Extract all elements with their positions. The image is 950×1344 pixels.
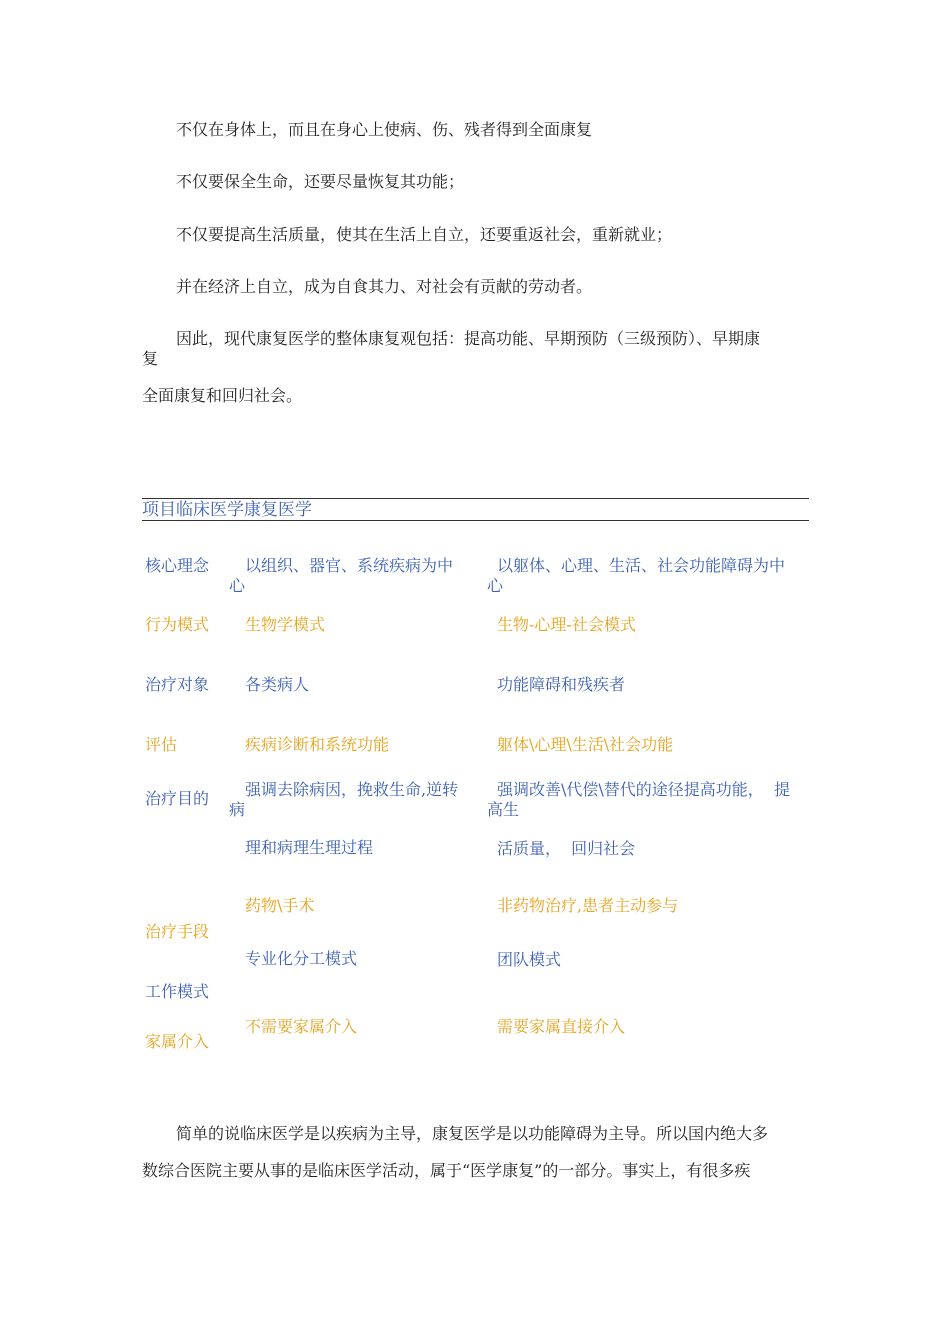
paragraph-4: 并在经济上自立，成为自食其力、对社会有贡献的劳动者。 bbox=[176, 277, 593, 296]
rehab-means: 非药物治疗,患者主动参与 bbox=[497, 896, 679, 915]
rehab-goal-line1: 强调改善\代偿\替代的途径提高功能， 提 bbox=[497, 780, 790, 799]
rehab-goal-line2: 高生 bbox=[487, 800, 520, 819]
clinical-assess: 疾病诊断和系统功能 bbox=[245, 735, 390, 754]
paragraph-2: 不仅要保全生命，还要尽量恢复其功能； bbox=[176, 172, 465, 191]
table-bottom-rule bbox=[142, 520, 809, 521]
rehab-target: 功能障碍和残疾者 bbox=[497, 675, 626, 694]
clinical-target: 各类病人 bbox=[245, 675, 310, 694]
paragraph-5-line2: 复 bbox=[142, 349, 159, 368]
rehab-goal-line3: 活质量， 回归社会 bbox=[497, 839, 636, 858]
rehab-assess: 躯体\心理\生活\社会功能 bbox=[497, 735, 674, 754]
paragraph-3: 不仅要提高生活质量，使其在生活上自立，还要重返社会，重新就业； bbox=[176, 225, 673, 244]
row-label-assess: 评估 bbox=[145, 735, 178, 754]
row-label-work: 工作模式 bbox=[145, 982, 210, 1001]
clinical-core-line2: 心 bbox=[229, 576, 246, 595]
clinical-core-line1: 以组织、器官、系统疾病为中 bbox=[245, 556, 454, 575]
rehab-core-line1: 以躯体、心理、生活、社会功能障碍为中 bbox=[497, 556, 786, 575]
rehab-family: 需要家属直接介入 bbox=[497, 1017, 626, 1036]
row-label-means: 治疗手段 bbox=[145, 922, 210, 941]
clinical-goal-line1: 强调去除病因，挽救生命,逆转 bbox=[245, 780, 459, 799]
clinical-means: 药物\手术 bbox=[245, 896, 315, 915]
clinical-goal-line2: 病 bbox=[229, 800, 246, 819]
outro-line1: 简单的说临床医学是以疾病为主导，康复医学是以功能障碍为主导。所以国内绝大多 bbox=[176, 1124, 769, 1143]
clinical-goal-line3: 理和病理生理过程 bbox=[245, 838, 374, 857]
outro-line2: 数综合医院主要从事的是临床医学活动，属于“医学康复”的一部分。事实上，有很多疾 bbox=[142, 1161, 751, 1180]
row-label-family: 家属介入 bbox=[145, 1032, 210, 1051]
row-label-target: 治疗对象 bbox=[145, 675, 210, 694]
paragraph-1: 不仅在身体上，而且在身心上使病、伤、残者得到全面康复 bbox=[176, 120, 593, 139]
clinical-model: 生物学模式 bbox=[245, 615, 326, 634]
row-label-goal: 治疗目的 bbox=[145, 789, 210, 808]
paragraph-6: 全面康复和回归社会。 bbox=[142, 386, 303, 405]
row-label-core: 核心理念 bbox=[145, 556, 210, 575]
rehab-core-line2: 心 bbox=[487, 576, 504, 595]
table-title: 项目临床医学康复医学 bbox=[142, 500, 312, 520]
row-label-model: 行为模式 bbox=[145, 615, 210, 634]
paragraph-5-line1: 因此，现代康复医学的整体康复观包括：提高功能、早期预防（三级预防）、早期康 bbox=[176, 329, 761, 348]
clinical-family: 不需要家属介入 bbox=[245, 1017, 358, 1036]
rehab-work: 团队模式 bbox=[497, 950, 562, 969]
clinical-work: 专业化分工模式 bbox=[245, 949, 358, 968]
rehab-model: 生物-心理-社会模式 bbox=[497, 615, 636, 634]
